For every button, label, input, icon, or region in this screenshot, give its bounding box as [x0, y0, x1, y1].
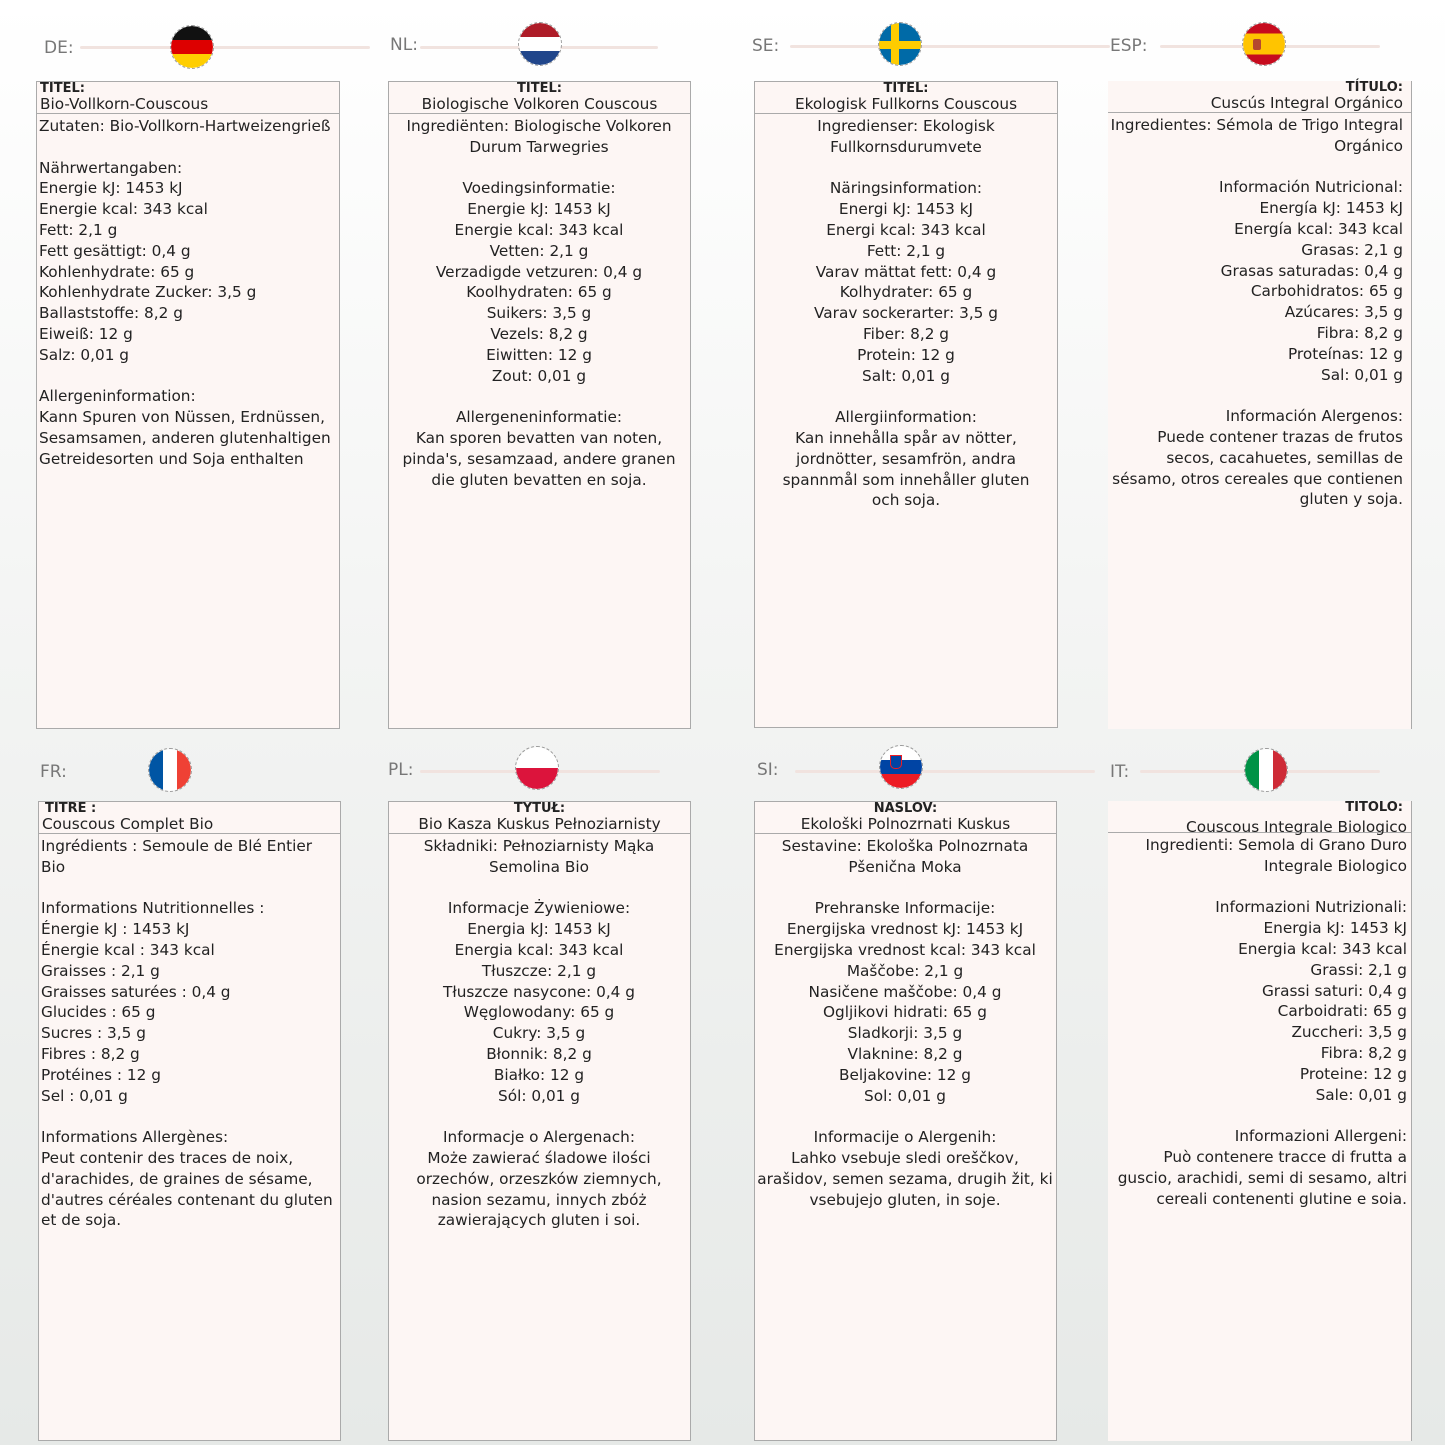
product-title: Couscous Integrale Biologico [1186, 818, 1407, 836]
label-text: Ingredienser: Ekologisk Fullkornsdurumvete Näringsinformation: Energi kJ: 1453 kJ Energi kcal: 343 kcal Fett: 2,1 g Varav mättat fett: 0,4 g Kolhydrater: 65 g Varav sockerarter: 3,5 g Fiber: 8,2 g Protein: 12 g Salt: 0,01 g Allergiinformation: Kan innehålla spår av nötter, jordnötter, sesamfrön, andra spannmål som innehåller gluten och soja. [782, 117, 1030, 510]
card-header [1108, 81, 1411, 113]
language-code-pl: PL: [388, 760, 414, 780]
flag-sweden-icon [878, 22, 922, 66]
language-code-se: SE: [752, 36, 780, 56]
label-card-fr [38, 801, 341, 1441]
label-card-it [1108, 801, 1412, 1441]
title-label: NASLOV: [873, 801, 938, 816]
label-card-pl [388, 801, 691, 1441]
card-header [755, 802, 1056, 834]
product-title: Biologische Volkoren Couscous [421, 95, 658, 113]
flag-slovenia-icon [879, 745, 923, 789]
flag-spain-icon [1242, 22, 1286, 66]
label-text: Zutaten: Bio-Vollkorn-Hartweizengrieß Nährwertangaben: Energie kJ: 1453 kJ Energie kcal: 343 kcal Fett: 2,1 g Fett gesättigt: 0,4 g Kohlenhydrate: 65 g Kohlenhydrate Zucker: 3,5 g Ballaststoffe: 8,2 g Eiweiß: 12 g Salz: 0,01 g Allergeninformation: Kann Spuren von Nüssen, Erdnüssen, Sesamsamen, anderen glutenhaltigen Getreidesorten und Soja enthalten [39, 117, 331, 468]
title-label: TITRE : [45, 801, 97, 816]
product-title: Bio Kasza Kuskus Pełnoziarnisty [418, 815, 661, 833]
language-code-nl: NL: [390, 35, 418, 55]
label-text: Ingredientes: Sémola de Trigo Integral Orgánico Información Nutricional: Energía kJ: 1453 kJ Energía kcal: 343 kcal Grasas: 2,1 g Grasas saturadas: 0,4 g Carbohidratos: 65 g Azúcares: 3,5 g Fibra: 8,2 g Proteínas: 12 g Sal: 0,01 g Información Alergenos: Puede contener trazas de frutos secos, cacahuetes, semillas de sésamo, otros cereales que contienen gluten y soja. [1110, 116, 1403, 509]
product-title: Cuscús Integral Orgánico [1210, 94, 1403, 112]
language-code-de: DE: [44, 38, 74, 58]
label-text: Ingredienti: Semola di Grano Duro Integrale Biologico Informazioni Nutrizionali: Energia kJ: 1453 kJ Energia kcal: 343 kcal Grassi: 2,1 g Grassi saturi: 0,4 g Carboidrati: 65 g Zuccheri: 3,5 g Fibra: 8,2 g Proteine: 12 g Sale: 0,01 g Informazioni Allergeni: Può contenere tracce di frutta a guscio, arachidi, semi di sesamo, altri cereali contenenti glutine e soia. [1117, 836, 1407, 1208]
title-label: TITEL: [517, 81, 562, 96]
language-code-esp: ESP: [1110, 36, 1148, 56]
flag-germany-icon [170, 25, 214, 69]
product-title: Bio-Vollkorn-Couscous [40, 95, 209, 113]
flag-poland-icon [515, 746, 559, 790]
title-label: TITEL: [883, 81, 929, 96]
title-label: TITOLO: [1345, 800, 1403, 815]
product-title: Couscous Complet Bio [42, 815, 214, 833]
label-text: Sestavine: Ekološka Polnozrnata Pšenična Moka Prehranske Informacije: Energijska vrednost kJ: 1453 kJ Energijska vrednost kcal: 343 kcal Maščobe: 2,1 g Nasičene maščobe: 0,4 g Ogljikovi hidrati: 65 g Sladkorji: 3,5 g Vlaknine: 8,2 g Beljakovine: 12 g Sol: 0,01 g Informacije o Alergenih: Lahko vsebuje sledi oreščkov, arašidov, semen sezama, drugih žit, ki vsebujejo gluten, in soje. [757, 837, 1053, 1209]
divider-line [80, 46, 370, 49]
title-label: TYTUŁ: [513, 801, 566, 816]
title-label: TITEL: [40, 81, 85, 96]
product-title: Ekološki Polnozrnati Kuskus [800, 815, 1011, 833]
label-card-se [754, 81, 1058, 728]
label-card-esp [1108, 81, 1412, 729]
divider-line [790, 45, 1110, 48]
product-title: Ekologisk Fullkorns Couscous [794, 95, 1018, 113]
card-header [37, 82, 339, 114]
label-text: Składniki: Pełnoziarnisty Mąka Semolina Bio Informacje Żywieniowe: Energia kJ: 1453 kJ Energia kcal: 343 kcal Tłuszcze: 2,1 g Tłuszcze nasycone: 0,4 g Węglowodany: 65 g Cukry: 3,5 g Błonnik: 8,2 g Białko: 12 g Sól: 0,01 g Informacje o Alergenach: Może zawierać śladowe ilości orzechów, orzeszków ziemnych, nasion sezamu, innych zbóż zawierających gluten i soi. [416, 837, 662, 1230]
label-card-si [754, 801, 1057, 1441]
divider-line [795, 770, 1095, 773]
flag-france-icon [148, 748, 192, 792]
flag-italy-icon [1244, 748, 1288, 792]
flag-netherlands-icon [518, 22, 562, 66]
label-text: Ingrédients : Semoule de Blé Entier Bio Informations Nutritionnelles : Énergie kJ : 1453 kJ Énergie kcal : 343 kcal Graisses : 2,1 g Graisses saturées : 0,4 g Glucides : 65 g Sucres : 3,5 g Fibres : 8,2 g Protéines : 12 g Sel : 0,01 g Informations Allergènes: Peut contenir des traces de noix, d'arachides, de graines de sésame, d'autres céréales contenant du gluten et de soja. [41, 837, 333, 1230]
card-header [389, 82, 690, 114]
card-header [1108, 800, 1411, 836]
language-code-it: IT: [1110, 762, 1130, 782]
card-header [39, 802, 340, 834]
title-label: TÍTULO: [1345, 80, 1403, 95]
label-text: Ingrediënten: Biologische Volkoren Durum Tarwegries Voedingsinformatie: Energie kJ: 1453 kJ Energie kcal: 343 kcal Vetten: 2,1 g Verzadigde vetzuren: 0,4 g Koolhydraten: 65 g Suikers: 3,5 g Vezels: 8,2 g Eiwitten: 12 g Zout: 0,01 g Allergeneninformatie: Kan sporen bevatten van noten, pinda's, sesamzaad, andere granen die gluten bevatten en soja. [402, 117, 676, 489]
label-card-de [36, 81, 340, 729]
card-header [755, 82, 1057, 114]
language-code-fr: FR: [40, 762, 67, 782]
label-card-nl [388, 81, 691, 729]
card-header [389, 802, 690, 834]
language-code-si: SI: [757, 760, 779, 780]
